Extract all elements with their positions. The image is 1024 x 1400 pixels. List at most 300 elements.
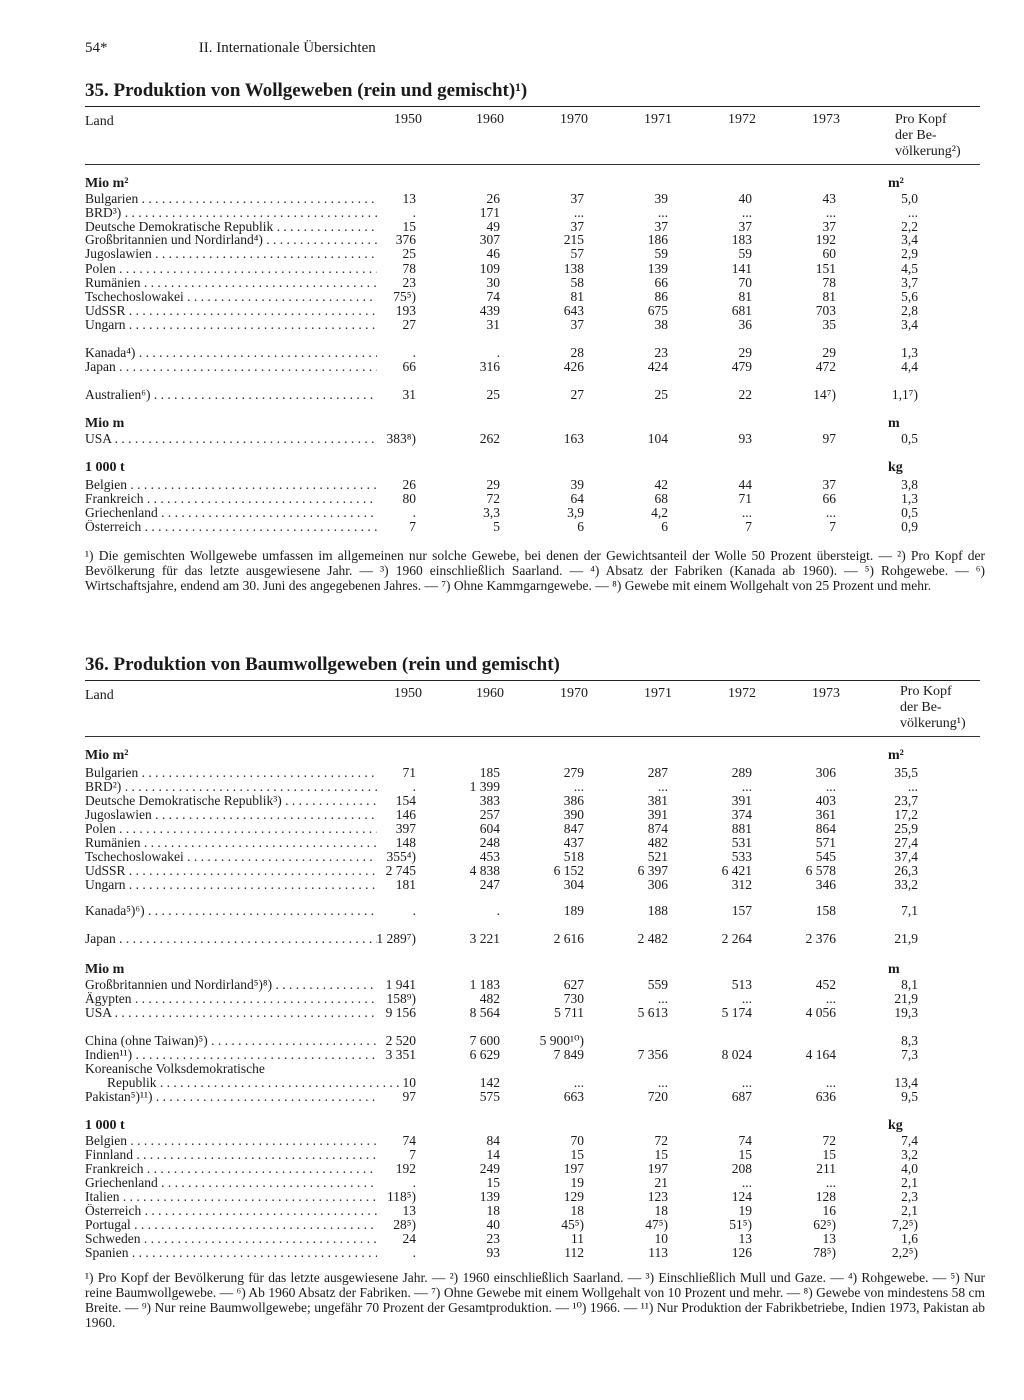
value-cell: 306 [647, 877, 668, 892]
value-cell: 78 [822, 275, 836, 290]
per-capita-cell: 3,2 [901, 1147, 918, 1162]
per-capita-cell: 4,5 [901, 261, 918, 276]
table-row [0, 206, 1024, 220]
table-row [0, 822, 1024, 836]
value-cell: 1 289⁷) [376, 931, 416, 946]
value-cell: 171 [479, 205, 500, 220]
row-label: Indien¹¹) . . . [85, 1048, 377, 1062]
value-cell: 7 [409, 1147, 416, 1162]
table-row [0, 808, 1024, 822]
table-36-top-rule [85, 680, 980, 681]
value-cell: 22 [738, 387, 752, 402]
value-cell: 3 221 [469, 931, 500, 946]
per-capita-cell: 21,9 [894, 991, 918, 1006]
table-35-header-rule [85, 164, 980, 165]
year-header: 1960 [476, 112, 504, 127]
value-cell: 287 [647, 765, 668, 780]
value-cell: 6 [577, 519, 584, 534]
value-cell: 25 [402, 246, 416, 261]
value-cell: 381 [647, 793, 668, 808]
per-capita-cell: 2,2⁵) [891, 1245, 918, 1260]
value-cell: 681 [731, 303, 752, 318]
value-cell: 3,9 [567, 505, 584, 520]
value-cell: 72 [822, 1133, 836, 1148]
unit-label: Mio m [85, 962, 125, 977]
value-cell: 57 [570, 246, 584, 261]
value-cell: ... [657, 205, 668, 220]
value-cell: 93 [738, 431, 752, 446]
per-capita-cell: 13,4 [894, 1075, 918, 1090]
value-cell: 23 [654, 345, 668, 360]
value-cell: 163 [563, 431, 584, 446]
value-cell: 27 [402, 317, 416, 332]
pc-line-1: Pro Kopf [900, 684, 952, 699]
value-cell: 78 [402, 261, 416, 276]
value-cell: 2 482 [637, 931, 668, 946]
value-cell: 71 [738, 491, 752, 506]
value-cell: 23 [402, 275, 416, 290]
value-cell: 37 [570, 191, 584, 206]
unit-label: Mio m² [85, 748, 129, 763]
pc-line-1: Pro Kopf [895, 112, 947, 127]
value-cell: 154 [395, 793, 416, 808]
year-header: 1973 [812, 112, 840, 127]
value-cell: 1 399 [469, 779, 500, 794]
table-row [0, 492, 1024, 506]
per-capita-cell: 37,4 [894, 849, 918, 864]
table-35-footnote: ¹) Die gemischten Wollgewebe umfassen im allgemeinen nur solche Gewebe, bei denen der Gewichtsanteil der Wolle 50 Prozent übersteigt. — ²) Pro Kopf der Bevölkerung für das letzte ausgewiesene Jahr. — ³) 1960 einschließlich Saarland. — ⁴) Absatz der Fabriken (Kanada ab 1960). — ⁵) Rohgewebe. — ⁶) Wirtschaftsjahre, endend am 30. Juni des angegebenen Jahres. — ⁷) Ohne Kammgarngewebe. — ⁸) Gewebe mit einem Wollgehalt von 25 Prozent und mehr. [85, 548, 985, 593]
value-cell: 355⁴) [386, 849, 416, 864]
value-cell: ... [825, 779, 836, 794]
value-cell: 189 [563, 903, 584, 918]
per-capita-cell: 7,2⁵) [891, 1217, 918, 1232]
value-cell: 452 [815, 977, 836, 992]
year-header: 1960 [476, 686, 504, 701]
pc-line-2: der Be- [900, 700, 942, 715]
row-label: Griechenland . . . [85, 506, 377, 520]
row-label: Belgien . . . [85, 478, 377, 492]
value-cell: 68 [654, 491, 668, 506]
value-cell: 62⁵) [813, 1217, 836, 1232]
value-cell: 192 [815, 232, 836, 247]
value-cell: 11 [571, 1231, 584, 1246]
year-header: 1970 [560, 112, 588, 127]
value-cell: 37 [654, 219, 668, 234]
value-cell: 74 [738, 1133, 752, 1148]
value-cell: 881 [731, 821, 752, 836]
value-cell: 289 [731, 765, 752, 780]
value-cell: 18 [570, 1203, 584, 1218]
table-row [0, 1148, 1024, 1162]
value-cell: 386 [563, 793, 584, 808]
table-row [0, 1006, 1024, 1020]
table-row [0, 1204, 1024, 1218]
value-cell: 37 [570, 317, 584, 332]
row-label: Tschechoslowakei . . . [85, 290, 377, 304]
table-row [0, 1176, 1024, 1190]
row-label: Jugoslawien . . . [85, 808, 377, 822]
table-row [0, 992, 1024, 1006]
value-cell: 3 351 [385, 1047, 416, 1062]
per-capita-cell: 0,5 [901, 431, 918, 446]
value-cell: 112 [564, 1245, 584, 1260]
value-cell: 14 [486, 1147, 500, 1162]
value-cell: ... [825, 505, 836, 520]
value-cell: 141 [731, 261, 752, 276]
value-cell: 703 [815, 303, 836, 318]
value-cell: 186 [647, 232, 668, 247]
value-cell: 312 [731, 877, 752, 892]
value-cell: . [412, 1245, 416, 1260]
value-cell: 13 [822, 1231, 836, 1246]
table-35-per-capita-header [895, 112, 961, 160]
row-label: BRD²) . . . [85, 780, 377, 794]
value-cell: 3,3 [483, 505, 500, 520]
table-row [0, 1034, 1024, 1048]
value-cell: 47⁵) [645, 1217, 668, 1232]
table-row [0, 904, 1024, 918]
per-capita-cell: 25,9 [894, 821, 918, 836]
value-cell: 8 564 [469, 1005, 500, 1020]
value-cell: 361 [815, 807, 836, 822]
value-cell: 8 024 [721, 1047, 752, 1062]
row-label: UdSSR . . . [85, 864, 377, 878]
table-row [0, 932, 1024, 946]
per-capita-cell: 3,8 [901, 477, 918, 492]
value-cell: . [412, 505, 416, 520]
value-cell: 13 [738, 1231, 752, 1246]
value-cell: 397 [395, 821, 416, 836]
value-cell: 1 941 [385, 977, 416, 992]
value-cell: 128 [815, 1189, 836, 1204]
value-cell: 81 [570, 289, 584, 304]
table-36-col-land: Land [85, 688, 114, 703]
row-label: UdSSR . . . [85, 304, 377, 318]
per-capita-unit-label: kg [888, 1118, 903, 1133]
value-cell: 6 421 [721, 863, 752, 878]
row-label: Deutsche Demokratische Republik³) . . . [85, 794, 377, 808]
row-label: Großbritannien und Nordirland⁴) . . . [85, 233, 377, 247]
value-cell: 2 520 [385, 1033, 416, 1048]
table-36-title: 36. Produktion von Baumwollgeweben (rein und gemischt) [85, 654, 560, 675]
per-capita-cell: 26,3 [894, 863, 918, 878]
value-cell: 123 [647, 1189, 668, 1204]
value-cell: 4 164 [805, 1047, 836, 1062]
per-capita-unit-label: m² [888, 176, 904, 191]
row-label: Portugal . . . [85, 1218, 377, 1232]
table-row [0, 794, 1024, 808]
value-cell: 64 [570, 491, 584, 506]
value-cell: 59 [654, 246, 668, 261]
value-cell: ... [573, 779, 584, 794]
row-label: Schweden . . . [85, 1232, 377, 1246]
value-cell: 146 [395, 807, 416, 822]
unit-label: Mio m² [85, 176, 129, 191]
value-cell: 158 [815, 903, 836, 918]
value-cell: 521 [647, 849, 668, 864]
table-row [0, 1232, 1024, 1246]
value-cell: 126 [731, 1245, 752, 1260]
value-cell: 2 745 [385, 863, 416, 878]
row-label: Australien⁶) . . . [85, 388, 377, 402]
page-header [85, 40, 985, 57]
value-cell: 257 [479, 807, 500, 822]
table-36-footnote: ¹) Pro Kopf der Bevölkerung für das letzte ausgewiesene Jahr. — ²) 1960 einschließlich Saarland. — ³) Einschließlich Mull und Gaze. — ⁴) Rohgewebe. — ⁵) Nur reine Baumwollgewebe. — ⁶) Ab 1960 Absatz der Fabriken. — ⁷) Ohne Gewebe mit einem Wollgehalt von 10 Prozent und mehr. — ⁸) Gewebe von mindestens 58 cm Breite. — ⁹) Nur reine Baumwollgewebe; ungefähr 70 Prozent der Gesamtproduktion. — ¹⁰) 1966. — ¹¹) Nur Produktion der Fabrikbetriebe, Indien 1973, Pakistan ab 1960. [85, 1270, 985, 1330]
table-row [0, 1090, 1024, 1104]
value-cell: ... [825, 205, 836, 220]
per-capita-cell: ... [907, 779, 918, 794]
value-cell: . [412, 205, 416, 220]
table-row [0, 766, 1024, 780]
value-cell: 279 [563, 765, 584, 780]
table-row [0, 1246, 1024, 1260]
value-cell: 571 [815, 835, 836, 850]
value-cell: 4,2 [651, 505, 668, 520]
value-cell: 84 [486, 1133, 500, 1148]
table-row [0, 780, 1024, 794]
table-row [0, 304, 1024, 318]
year-header: 1950 [394, 112, 422, 127]
table-row [0, 878, 1024, 892]
per-capita-unit-label: m² [888, 748, 904, 763]
value-cell: 19 [738, 1203, 752, 1218]
value-cell: ... [741, 779, 752, 794]
year-header: 1973 [812, 686, 840, 701]
value-cell: 181 [395, 877, 416, 892]
row-label: Italien . . . [85, 1190, 377, 1204]
value-cell: 15 [486, 1175, 500, 1190]
value-cell: 97 [402, 1089, 416, 1104]
value-cell: 720 [647, 1089, 668, 1104]
value-cell: 124 [731, 1189, 752, 1204]
per-capita-cell: 2,2 [901, 219, 918, 234]
value-cell: 24 [402, 1231, 416, 1246]
value-cell: 72 [486, 491, 500, 506]
value-cell: 74 [402, 1133, 416, 1148]
value-cell: 208 [731, 1161, 752, 1176]
value-cell: 2 264 [721, 931, 752, 946]
per-capita-cell: 2,1 [901, 1203, 918, 1218]
value-cell: 663 [563, 1089, 584, 1104]
value-cell: ... [741, 1075, 752, 1090]
value-cell: 58 [570, 275, 584, 290]
value-cell: 5 613 [637, 1005, 668, 1020]
value-cell: 346 [815, 877, 836, 892]
value-cell: 26 [486, 191, 500, 206]
value-cell: 43 [822, 191, 836, 206]
value-cell: 559 [647, 977, 668, 992]
table-36-header-rule [85, 736, 980, 737]
value-cell: 29 [486, 477, 500, 492]
value-cell: 44 [738, 477, 752, 492]
value-cell: 7 356 [637, 1047, 668, 1062]
per-capita-cell: 0,5 [901, 505, 918, 520]
row-label: Jugoslawien . . . [85, 247, 377, 261]
value-cell: 575 [479, 1089, 500, 1104]
table-row [0, 1076, 1024, 1090]
per-capita-cell: 4,4 [901, 359, 918, 374]
value-cell: 71 [402, 765, 416, 780]
value-cell: 197 [563, 1161, 584, 1176]
table-row [0, 1134, 1024, 1148]
table-row [0, 978, 1024, 992]
per-capita-cell: 3,7 [901, 275, 918, 290]
value-cell: 304 [563, 877, 584, 892]
row-label: Finnland . . . [85, 1148, 377, 1162]
value-cell: ... [657, 1075, 668, 1090]
value-cell: 25 [654, 387, 668, 402]
value-cell: 70 [738, 275, 752, 290]
value-cell: 15 [654, 1147, 668, 1162]
value-cell: 636 [815, 1089, 836, 1104]
year-header: 1972 [728, 112, 756, 127]
row-label: Griechenland . . . [85, 1176, 377, 1190]
value-cell: 51⁵) [729, 1217, 752, 1232]
table-row [0, 247, 1024, 261]
value-cell: 390 [563, 807, 584, 822]
value-cell: 5 [493, 519, 500, 534]
value-cell: 4 056 [805, 1005, 836, 1020]
value-cell: 479 [731, 359, 752, 374]
value-cell: 472 [815, 359, 836, 374]
row-label: Spanien . . . [85, 1246, 377, 1260]
value-cell: 13 [402, 1203, 416, 1218]
row-label: Österreich . . . [85, 1204, 377, 1218]
value-cell: 5 900¹⁰) [539, 1033, 584, 1048]
table-row [0, 506, 1024, 520]
value-cell: 513 [731, 977, 752, 992]
per-capita-cell: 23,7 [894, 793, 918, 808]
table-row [0, 220, 1024, 234]
value-cell: 148 [395, 835, 416, 850]
value-cell: 197 [647, 1161, 668, 1176]
year-header: 1971 [644, 112, 672, 127]
value-cell: 37 [822, 219, 836, 234]
row-label: Kanada⁴) . . . [85, 346, 377, 360]
per-capita-cell: 7,3 [901, 1047, 918, 1062]
value-cell: 23 [486, 1231, 500, 1246]
value-cell: . [412, 1175, 416, 1190]
per-capita-cell: 2,3 [901, 1189, 918, 1204]
per-capita-cell: 3,4 [901, 317, 918, 332]
table-row [0, 388, 1024, 402]
value-cell: 424 [647, 359, 668, 374]
value-cell: 31 [486, 317, 500, 332]
row-label: Frankreich . . . [85, 492, 377, 506]
per-capita-cell: 1,3 [901, 345, 918, 360]
per-capita-cell: 5,6 [901, 289, 918, 304]
row-label: Großbritannien und Nordirland⁵)⁸) . . . [85, 978, 377, 992]
per-capita-cell: 27,4 [894, 835, 918, 850]
value-cell: 42 [654, 477, 668, 492]
per-capita-cell: 7,1 [901, 903, 918, 918]
value-cell: . [412, 903, 416, 918]
value-cell: 66 [822, 491, 836, 506]
value-cell: 6 629 [469, 1047, 500, 1062]
section-title: II. Internationale Übersichten [198, 40, 376, 56]
year-header: 1971 [644, 686, 672, 701]
per-capita-cell: 8,1 [901, 977, 918, 992]
per-capita-cell: 21,9 [894, 931, 918, 946]
value-cell: 80 [402, 491, 416, 506]
value-cell: 97 [822, 431, 836, 446]
table-row [0, 1162, 1024, 1176]
value-cell: 46 [486, 246, 500, 261]
per-capita-cell: 1,1⁷) [891, 387, 918, 402]
value-cell: 16 [822, 1203, 836, 1218]
value-cell: ... [825, 1075, 836, 1090]
value-cell: 10 [654, 1231, 668, 1246]
value-cell: 439 [479, 303, 500, 318]
table-row [0, 262, 1024, 276]
per-capita-cell: ... [907, 205, 918, 220]
per-capita-cell: 1,6 [901, 1231, 918, 1246]
value-cell: 453 [479, 849, 500, 864]
value-cell: 30 [486, 275, 500, 290]
value-cell: 262 [479, 431, 500, 446]
value-cell: 104 [647, 431, 668, 446]
value-cell: 18 [654, 1203, 668, 1218]
value-cell: 21 [654, 1175, 668, 1190]
value-cell: 545 [815, 849, 836, 864]
value-cell: 109 [479, 261, 500, 276]
value-cell: 26 [402, 477, 416, 492]
value-cell: 847 [563, 821, 584, 836]
value-cell: 10 [402, 1075, 416, 1090]
row-label: Koreanische Volksdemokratische [85, 1062, 265, 1076]
table-row [0, 1218, 1024, 1232]
value-cell: 15 [822, 1147, 836, 1162]
per-capita-cell: 8,3 [901, 1033, 918, 1048]
row-label: Republik . . . [85, 1076, 399, 1090]
value-cell: . [496, 903, 500, 918]
row-label: Tschechoslowakei . . . [85, 850, 377, 864]
value-cell: 383 [479, 793, 500, 808]
row-label: Bulgarien . . . [85, 766, 377, 780]
row-label: Japan . . . [85, 360, 377, 374]
table-row [0, 1062, 1024, 1076]
value-cell: 7 [829, 519, 836, 534]
value-cell: 5 711 [554, 1005, 584, 1020]
row-label: China (ohne Taiwan)⁵) . . . [85, 1034, 377, 1048]
value-cell: 9 156 [385, 1005, 416, 1020]
per-capita-cell: 2,9 [901, 246, 918, 261]
table-row [0, 346, 1024, 360]
value-cell: 72 [654, 1133, 668, 1148]
value-cell: 306 [815, 765, 836, 780]
value-cell: 29 [738, 345, 752, 360]
row-label: USA . . . [85, 1006, 377, 1020]
value-cell: ... [573, 1075, 584, 1090]
table-35-footnotes [85, 548, 985, 593]
value-cell: 188 [647, 903, 668, 918]
value-cell: 2 616 [553, 931, 584, 946]
value-cell: 28⁵) [393, 1217, 416, 1232]
value-cell: 215 [563, 232, 584, 247]
value-cell: 687 [731, 1089, 752, 1104]
per-capita-cell: 35,5 [894, 765, 918, 780]
value-cell: 15 [402, 219, 416, 234]
value-cell: 192 [395, 1161, 416, 1176]
value-cell: 66 [402, 359, 416, 374]
value-cell: 75⁵) [393, 289, 416, 304]
value-cell: 113 [648, 1245, 668, 1260]
value-cell: 426 [563, 359, 584, 374]
value-cell: 4 838 [469, 863, 500, 878]
value-cell: 247 [479, 877, 500, 892]
value-cell: 604 [479, 821, 500, 836]
value-cell: 86 [654, 289, 668, 304]
